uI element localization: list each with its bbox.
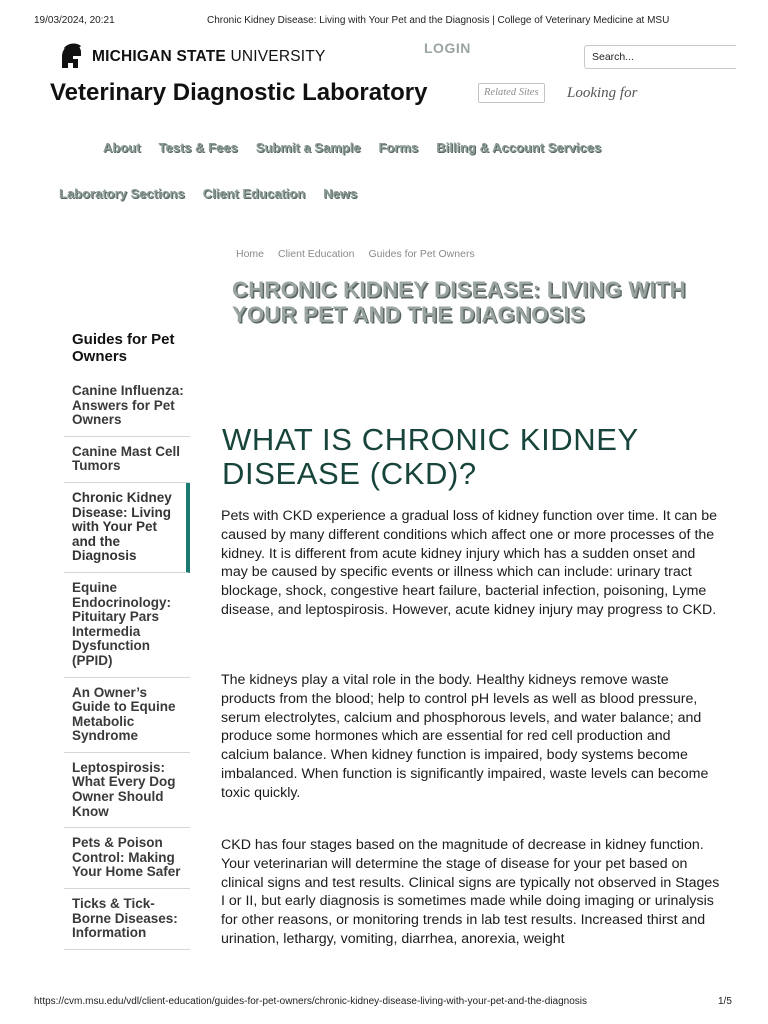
login-link[interactable]: LOGIN bbox=[424, 40, 471, 56]
article-paragraph: CKD has four stages based on the magnitude of decrease in kidney function. Your veterinarian will determine the stage of disease for your pet based on clinical signs and test results. Clinical signs are typically not observed in Stages I or II, but early diagnosis is sometimes made while doing imaging or urinalysis for other reasons, or monitoring trends in lab test results. Increased thirst and urination, lethargy, vomiting, diarrhea, anorexia, weight bbox=[221, 837, 720, 947]
msu-logo[interactable] bbox=[58, 42, 326, 72]
sidebar-item-pets-poison-control[interactable]: Pets & Poison Control: Making Your Home Safer bbox=[64, 828, 190, 889]
nav-forms[interactable]: Forms bbox=[378, 140, 419, 155]
search-input[interactable] bbox=[584, 45, 736, 69]
sidebar-item-equine-endocrinology[interactable]: Equine Endocrinology: Pituitary Pars Intermedia Dysfunction (PPID) bbox=[64, 573, 190, 678]
sidebar-item-chronic-kidney-disease[interactable]: Chronic Kidney Disease: Living with Your Pet and the Diagnosis bbox=[64, 483, 190, 573]
main-nav-row-2 bbox=[59, 186, 357, 201]
sidebar-item-canine-mast-cell-tumors[interactable]: Canine Mast Cell Tumors bbox=[64, 437, 190, 483]
breadcrumb bbox=[236, 248, 475, 260]
print-document-title: Chronic Kidney Disease: Living with Your Pet and the Diagnosis | College of Veterinary Medicine at MSU bbox=[207, 15, 670, 26]
sidebar-item-ticks-tick-borne-diseases[interactable]: Ticks & Tick-Borne Diseases: Information bbox=[64, 889, 190, 950]
sidebar-item-leptospirosis[interactable]: Leptospirosis: What Every Dog Owner Should Know bbox=[64, 753, 190, 828]
nav-news[interactable]: News bbox=[323, 186, 358, 201]
nav-client-education[interactable]: Client Education bbox=[202, 186, 306, 201]
nav-billing[interactable]: Billing & Account Services bbox=[436, 140, 602, 155]
print-datetime: 19/03/2024, 20:21 bbox=[34, 15, 115, 26]
nav-laboratory-sections[interactable]: Laboratory Sections bbox=[59, 186, 185, 201]
site-title[interactable]: Veterinary Diagnostic Laboratory bbox=[50, 79, 428, 106]
page-title: CHRONIC KIDNEY DISEASE: LIVING WITH YOUR PET AND THE DIAGNOSIS bbox=[232, 277, 686, 327]
breadcrumb-client-education[interactable]: Client Education bbox=[278, 248, 355, 260]
breadcrumb-home[interactable]: Home bbox=[236, 248, 265, 260]
nav-about[interactable]: About bbox=[103, 140, 141, 155]
looking-for-menu[interactable]: Looking for bbox=[567, 85, 638, 101]
article-paragraph: Pets with CKD experience a gradual loss of kidney function over time. It can be caused by many different conditions which affect one or more processes of the kidney. It is different from acute kidney injury which has a sudden onset and may be caused by specific events or illness which can include: urinary tract blockage, shock, congestive heart failure, bacterial infection, poisoning, Lyme disease, and leptospirosis. However, acute kidney injury may progress to CKD. bbox=[221, 508, 718, 618]
breadcrumb-guides-for-pet-owners[interactable]: Guides for Pet Owners bbox=[368, 248, 475, 260]
nav-tests-fees[interactable]: Tests & Fees bbox=[158, 140, 238, 155]
main-nav-row-1 bbox=[103, 140, 601, 155]
sidebar-item-equine-metabolic-syndrome[interactable]: An Owner’s Guide to Equine Metabolic Syndrome bbox=[64, 678, 190, 753]
sidebar-nav bbox=[64, 376, 190, 950]
print-url: https://cvm.msu.edu/vdl/client-education/guides-for-pet-owners/chronic-kidney-disease-living-with-your-pet-and-the-diagnosis bbox=[34, 996, 588, 1007]
msu-wordmark: MICHIGAN STATE UNIVERSITY bbox=[92, 48, 326, 65]
sidebar-item-canine-influenza[interactable]: Canine Influenza: Answers for Pet Owners bbox=[64, 376, 190, 437]
article-paragraph: The kidneys play a vital role in the body. Healthy kidneys remove waste products from the blood; help to control pH levels as well as blood pressure, serum electrolytes, calcium and phosphorous levels, and water balance; and produce some hormones which are essential for red cell production and calcium balance. When kidney function is impaired, body systems become imbalanced. When function is significantly impaired, waste levels can become toxic quickly. bbox=[221, 672, 709, 801]
article-heading: WHAT IS CHRONIC KIDNEY DISEASE (CKD)? bbox=[222, 422, 639, 491]
nav-submit-sample[interactable]: Submit a Sample bbox=[255, 140, 361, 155]
related-sites-button[interactable]: Related Sites bbox=[478, 83, 545, 103]
spartan-helmet-icon bbox=[58, 42, 84, 72]
print-page-number: 1/5 bbox=[718, 996, 732, 1007]
sidebar-heading: Guides for Pet Owners bbox=[72, 331, 175, 365]
